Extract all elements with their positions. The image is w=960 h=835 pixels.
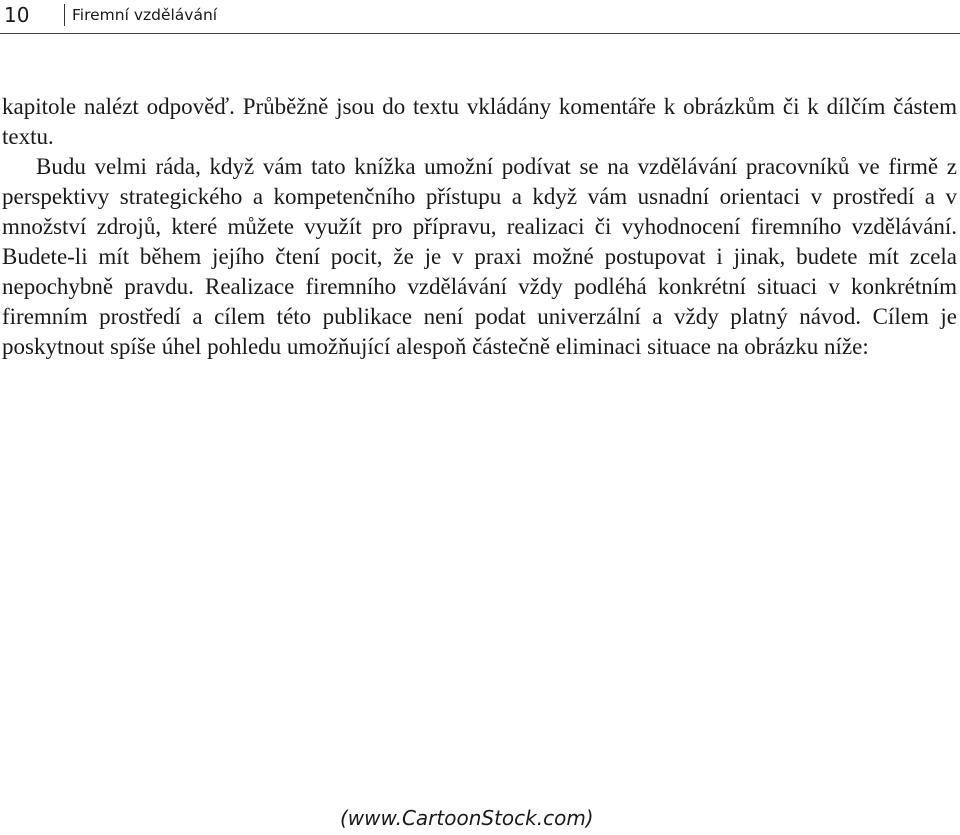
body-text	[2, 92, 957, 362]
paragraph-continued: kapitole nalézt odpověď. Průběžně jsou do textu vkládány komentáře k obrázkům či k dílčím částem textu.	[2, 94, 957, 149]
page-number: 10	[4, 3, 30, 27]
page-header	[0, 0, 960, 34]
figure-caption: (www.CartoonStock.com)	[340, 806, 594, 830]
header-divider	[64, 4, 65, 26]
paragraph: Budu velmi ráda, když vám tato knížka umožní podívat se na vzdělávání pracovníků ve firmě z perspektivy strategického a kompetenčního přístupu a když vám usnadní orientaci v prostředí a v množství zdrojů, které můžete využít pro přípravu, realizaci či vyhodnocení firemního vzdělávání. Budete-li mít během jejího čtení pocit, že je v praxi možné postupovat i jinak, budete mít zcela nepochybně pravdu. Realizace firemního vzdělávání vždy podléhá konkrétní situaci v konkrétním firemním prostředí a cílem této publikace není podat univerzální a vždy platný návod. Cílem je poskytnout spíše úhel pohledu umožňující alespoň částečně eliminaci situace na obrázku níže:	[2, 154, 957, 359]
running-title: Firemní vzdělávání	[72, 6, 218, 24]
